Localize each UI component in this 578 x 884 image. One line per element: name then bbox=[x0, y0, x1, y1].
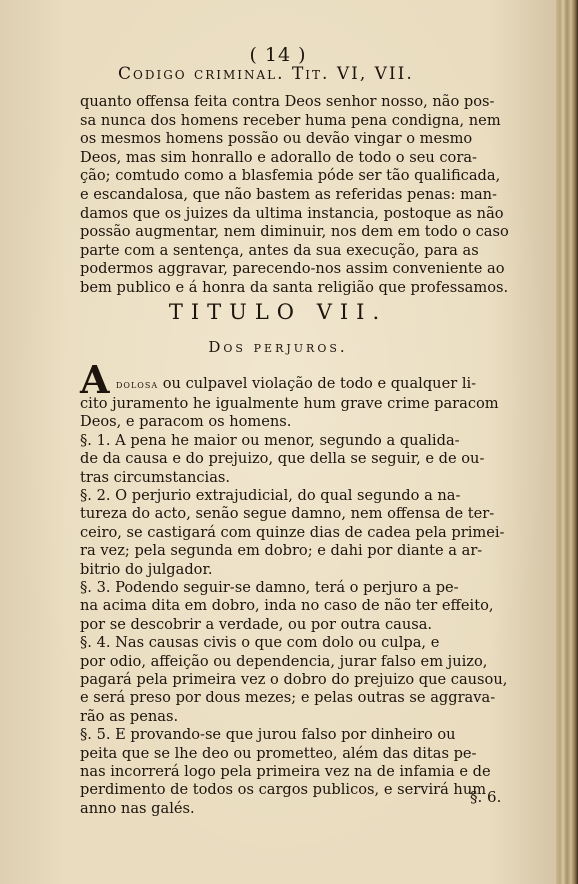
text-line: §. 4. Nas causas civis o que com dolo ou culpa, e bbox=[80, 634, 440, 652]
text-line: na acima dita em dobro, inda no caso de não ter effeito, bbox=[80, 597, 494, 615]
text-line: Deos, e paracom os homens. bbox=[80, 413, 292, 431]
text-line: de da causa e do prejuizo, que della se seguir, e de ou- bbox=[80, 450, 485, 468]
text-line: por odio, affeição ou dependencia, jurar falso em juizo, bbox=[80, 652, 488, 670]
text-line: ção; comtudo como a blasfemia póde ser tão qualificada, bbox=[80, 167, 501, 185]
text-line: tras circumstancias. bbox=[80, 468, 231, 486]
text-line: tureza do acto, senão segue damno, nem offensa de ter- bbox=[80, 505, 495, 523]
intro-smallcaps: dolosa bbox=[116, 377, 159, 391]
text-line: pagará pela primeira vez o dobro do prejuizo que causou, bbox=[80, 671, 508, 688]
text-line: os mesmos homens possão ou devão vingar o mesmo bbox=[80, 130, 473, 148]
text-line: ra vez; pela segunda em dobro; e dahi por diante a ar- bbox=[80, 542, 483, 560]
page-number: ( 14 ) bbox=[249, 44, 307, 66]
intro-first-line bbox=[116, 374, 512, 394]
text-line: perdimento de todos os cargos publicos, e servirá hum bbox=[80, 781, 487, 799]
text-line: bitrio do julgador. bbox=[80, 560, 213, 578]
running-head: Codigo criminal. Tit. VI, VII. bbox=[118, 64, 414, 84]
text-line: §. 5. E provando-se que jurou falso por dinheiro ou bbox=[80, 726, 456, 744]
text-line: anno nas galés. bbox=[80, 799, 195, 817]
text-line: possão augmentar, nem diminuir, nos dem em todo o caso bbox=[80, 223, 509, 241]
catchword: §. 6. bbox=[470, 788, 502, 806]
text-line: parte com a sentença, antes da sua execução, para as bbox=[80, 241, 479, 259]
text-line: podermos aggravar, parecendo-nos assim conveniente ao bbox=[80, 260, 505, 278]
drop-cap: A bbox=[80, 357, 110, 402]
text-line: e escandalosa, que não bastem as referidas penas: man- bbox=[80, 186, 497, 203]
text-line: bem publico e á honra da santa religião que professamos. bbox=[80, 279, 509, 296]
text-line: ceiro, se castigará com quinze dias de cadea pela primei- bbox=[80, 523, 505, 541]
text-line: §. 2. O perjurio extrajudicial, do qual segundo a na- bbox=[80, 487, 461, 504]
text-line: nas incorrerá logo pela primeira vez na de infamia e de bbox=[80, 763, 491, 780]
text-line: por se descobrir a verdade, ou por outra causa. bbox=[80, 615, 433, 633]
section-title: TITULO VII. bbox=[168, 300, 388, 324]
intro-rest: ou culpavel violação de todo e qualquer li- bbox=[158, 375, 477, 392]
text-line: cito juramento he igualmente hum grave crime paracom bbox=[80, 395, 499, 412]
text-line: quanto offensa feita contra Deos senhor nosso, não pos- bbox=[80, 93, 495, 110]
text-line: §. 3. Podendo seguir-se damno, terá o perjuro a pe- bbox=[80, 579, 459, 596]
text-line: rão as penas. bbox=[80, 707, 179, 725]
text-line: peita que se lhe deo ou prometteo, além das ditas pe- bbox=[80, 744, 477, 762]
text-line: §. 1. A pena he maior ou menor, segundo a qualida- bbox=[80, 431, 460, 449]
text-line: damos que os juizes da ultima instancia, postoque as não bbox=[80, 204, 504, 222]
text-line: e será preso por dous mezes; e pelas outras se aggrava- bbox=[80, 689, 496, 707]
text-line: sa nunca dos homens receber huma pena condigna, nem bbox=[80, 111, 501, 129]
section-subtitle: Dos perjuros. bbox=[208, 338, 348, 356]
text-line: Deos, mas sim honrallo e adorallo de todo o seu cora- bbox=[80, 148, 477, 166]
page-edges bbox=[556, 0, 578, 884]
